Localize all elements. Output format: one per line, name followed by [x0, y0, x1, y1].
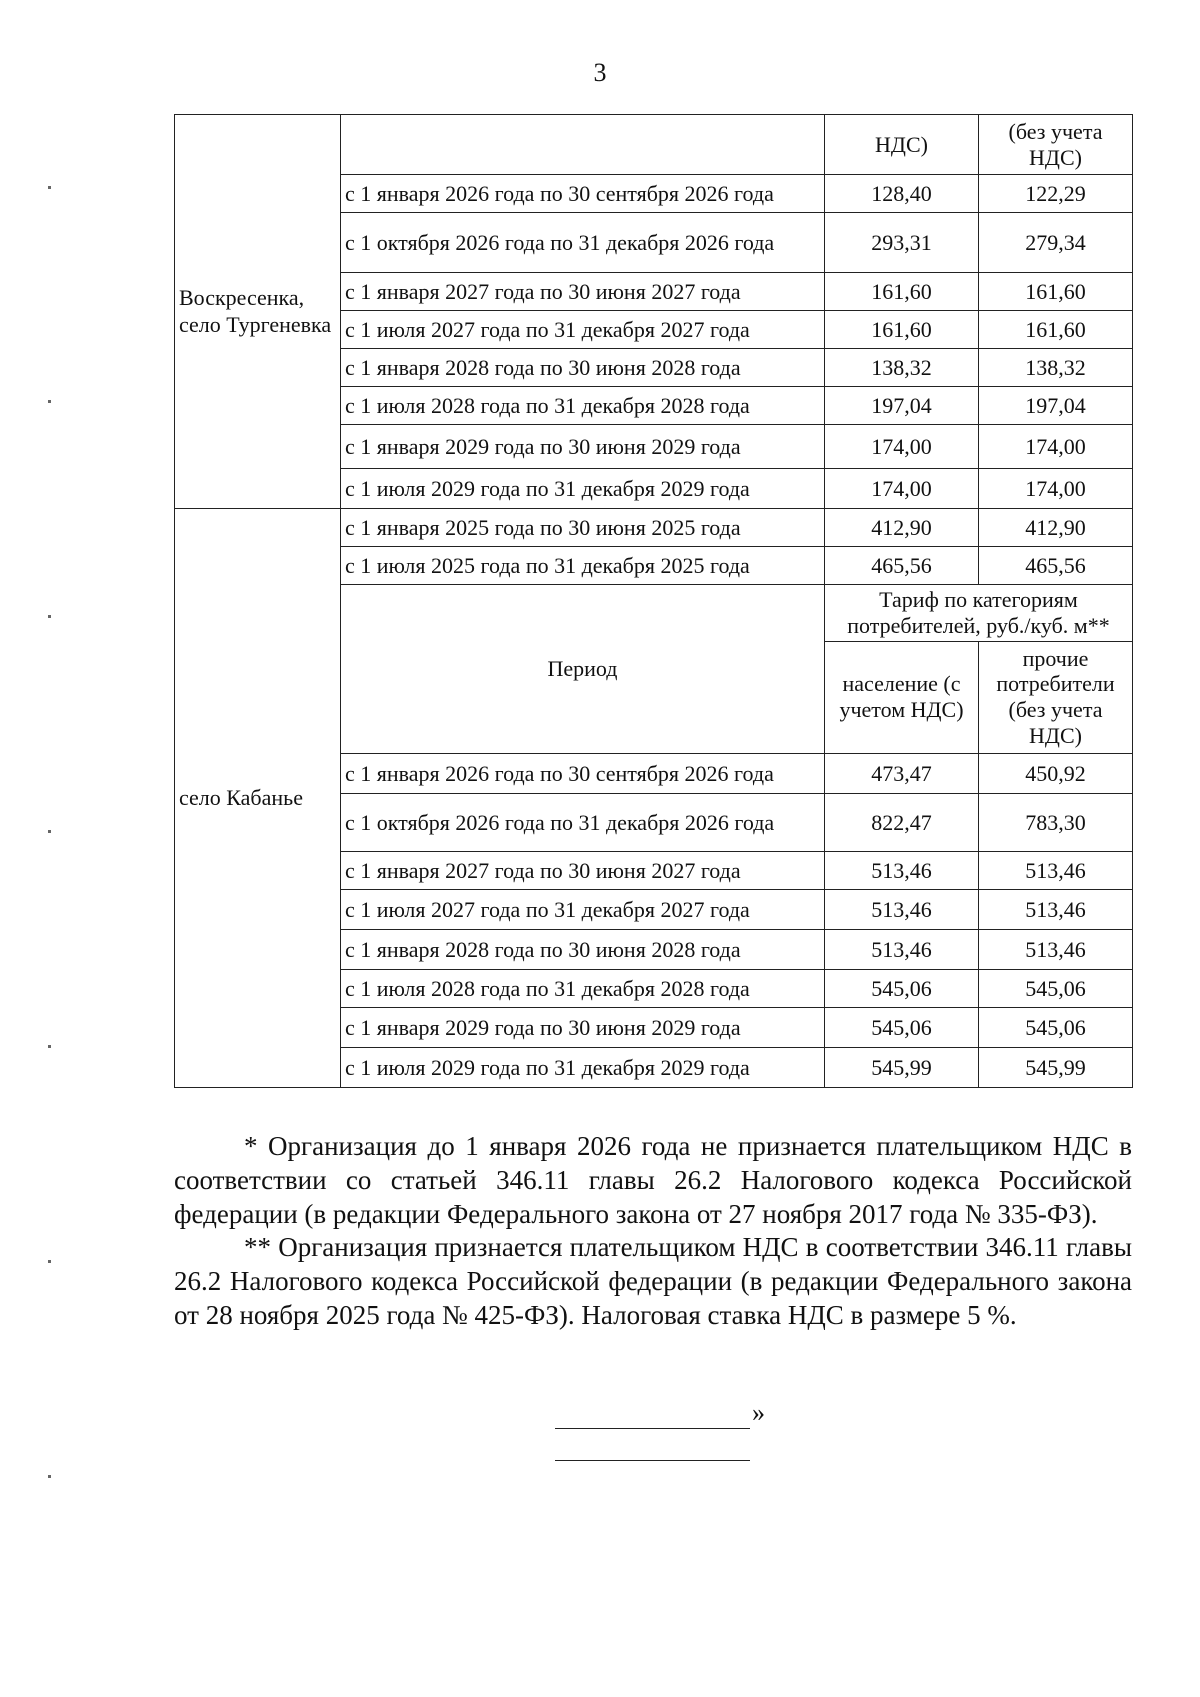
population-tariff-cell: 545,99 [825, 1047, 979, 1087]
margin-mark [48, 186, 51, 189]
other-tariff-cell: 545,06 [979, 1007, 1133, 1047]
other-tariff-cell: 161,60 [979, 273, 1133, 311]
period-cell: с 1 июля 2029 года по 31 декабря 2029 года [341, 469, 825, 509]
population-tariff-cell: 473,47 [825, 753, 979, 793]
continued-header-col1: НДС) [825, 115, 979, 175]
continued-header-blank [341, 115, 825, 175]
margin-mark [48, 1260, 51, 1263]
other-tariff-cell: 279,34 [979, 213, 1133, 273]
other-tariff-cell: 450,92 [979, 753, 1133, 793]
period-header: Период [341, 585, 825, 754]
population-tariff-cell: 293,31 [825, 213, 979, 273]
period-cell: с 1 января 2027 года по 30 июня 2027 года [341, 273, 825, 311]
closing-underline [555, 1400, 750, 1429]
period-cell: с 1 июля 2028 года по 31 декабря 2028 года [341, 387, 825, 425]
table-row [175, 509, 1133, 547]
other-tariff-cell: 174,00 [979, 469, 1133, 509]
population-tariff-cell: 128,40 [825, 175, 979, 213]
other-tariff-cell: 174,00 [979, 425, 1133, 469]
tariff-header: Тариф по категориям потребителей, руб./куб. м** [825, 585, 1133, 642]
closing-quote: » [752, 1398, 765, 1427]
margin-mark [48, 1475, 51, 1478]
population-tariff-cell: 161,60 [825, 311, 979, 349]
other-tariff-cell: 465,56 [979, 547, 1133, 585]
end-underline [555, 1460, 750, 1461]
other-tariff-cell: 513,46 [979, 851, 1133, 889]
margin-mark [48, 400, 51, 403]
other-tariff-cell: 197,04 [979, 387, 1133, 425]
period-cell: с 1 июля 2028 года по 31 декабря 2028 года [341, 969, 825, 1007]
population-tariff-cell: 174,00 [825, 425, 979, 469]
location-kabane: село Кабанье [175, 509, 341, 1088]
other-tariff-cell: 122,29 [979, 175, 1133, 213]
margin-mark [48, 1045, 51, 1048]
margin-mark [48, 830, 51, 833]
other-tariff-cell: 545,06 [979, 969, 1133, 1007]
period-cell: с 1 июля 2027 года по 31 декабря 2027 года [341, 311, 825, 349]
location-voskresenka: Воскресенка, село Тургеневка [175, 115, 341, 509]
period-cell: с 1 января 2029 года по 30 июня 2029 года [341, 425, 825, 469]
footnotes [174, 1130, 1132, 1333]
others-header: прочие потребители (без учета НДС) [979, 641, 1133, 753]
population-header: население (с учетом НДС) [825, 641, 979, 753]
population-tariff-cell: 465,56 [825, 547, 979, 585]
footnote-1: * Организация до 1 января 2026 года не признается плательщиком НДС в соответствии со статьей 346.11 главы 26.2 Налогового кодекса Российской федерации (в редакции Федерального закона от 27 ноября 2017 года № 335-ФЗ). [174, 1131, 1132, 1229]
other-tariff-cell: 412,90 [979, 509, 1133, 547]
other-tariff-cell: 783,30 [979, 793, 1133, 851]
period-cell: с 1 января 2028 года по 30 июня 2028 года [341, 349, 825, 387]
other-tariff-cell: 138,32 [979, 349, 1133, 387]
population-tariff-cell: 138,32 [825, 349, 979, 387]
population-tariff-cell: 513,46 [825, 929, 979, 969]
other-tariff-cell: 161,60 [979, 311, 1133, 349]
other-tariff-cell: 513,46 [979, 929, 1133, 969]
other-tariff-cell: 513,46 [979, 889, 1133, 929]
population-tariff-cell: 513,46 [825, 889, 979, 929]
population-tariff-cell: 174,00 [825, 469, 979, 509]
population-tariff-cell: 545,06 [825, 969, 979, 1007]
population-tariff-cell: 412,90 [825, 509, 979, 547]
period-cell: с 1 января 2025 года по 30 июня 2025 года [341, 509, 825, 547]
continued-header-col2: (без учета НДС) [979, 115, 1133, 175]
continued-header-row [175, 115, 1133, 175]
period-cell: с 1 октября 2026 года по 31 декабря 2026 года [341, 793, 825, 851]
period-cell: с 1 июля 2027 года по 31 декабря 2027 года [341, 889, 825, 929]
other-tariff-cell: 545,99 [979, 1047, 1133, 1087]
period-cell: с 1 января 2029 года по 30 июня 2029 года [341, 1007, 825, 1047]
period-cell: с 1 января 2026 года по 30 сентября 2026 года [341, 753, 825, 793]
period-cell: с 1 октября 2026 года по 31 декабря 2026 года [341, 213, 825, 273]
population-tariff-cell: 197,04 [825, 387, 979, 425]
period-cell: с 1 июля 2029 года по 31 декабря 2029 года [341, 1047, 825, 1087]
population-tariff-cell: 545,06 [825, 1007, 979, 1047]
footnote-2: ** Организация признается плательщиком НДС в соответствии 346.11 главы 26.2 Налогового кодекса Российской федерации (в редакции Федерального закона от 28 ноября 2025 года № 425-ФЗ). Налоговая ставка НДС в размере 5 %. [174, 1232, 1132, 1330]
period-cell: с 1 июля 2025 года по 31 декабря 2025 года [341, 547, 825, 585]
population-tariff-cell: 161,60 [825, 273, 979, 311]
tariff-table [174, 114, 1133, 1088]
period-cell: с 1 января 2027 года по 30 июня 2027 года [341, 851, 825, 889]
page-number: 3 [593, 58, 607, 87]
period-cell: с 1 января 2026 года по 30 сентября 2026 года [341, 175, 825, 213]
margin-mark [48, 615, 51, 618]
period-cell: с 1 января 2028 года по 30 июня 2028 года [341, 929, 825, 969]
population-tariff-cell: 513,46 [825, 851, 979, 889]
population-tariff-cell: 822,47 [825, 793, 979, 851]
